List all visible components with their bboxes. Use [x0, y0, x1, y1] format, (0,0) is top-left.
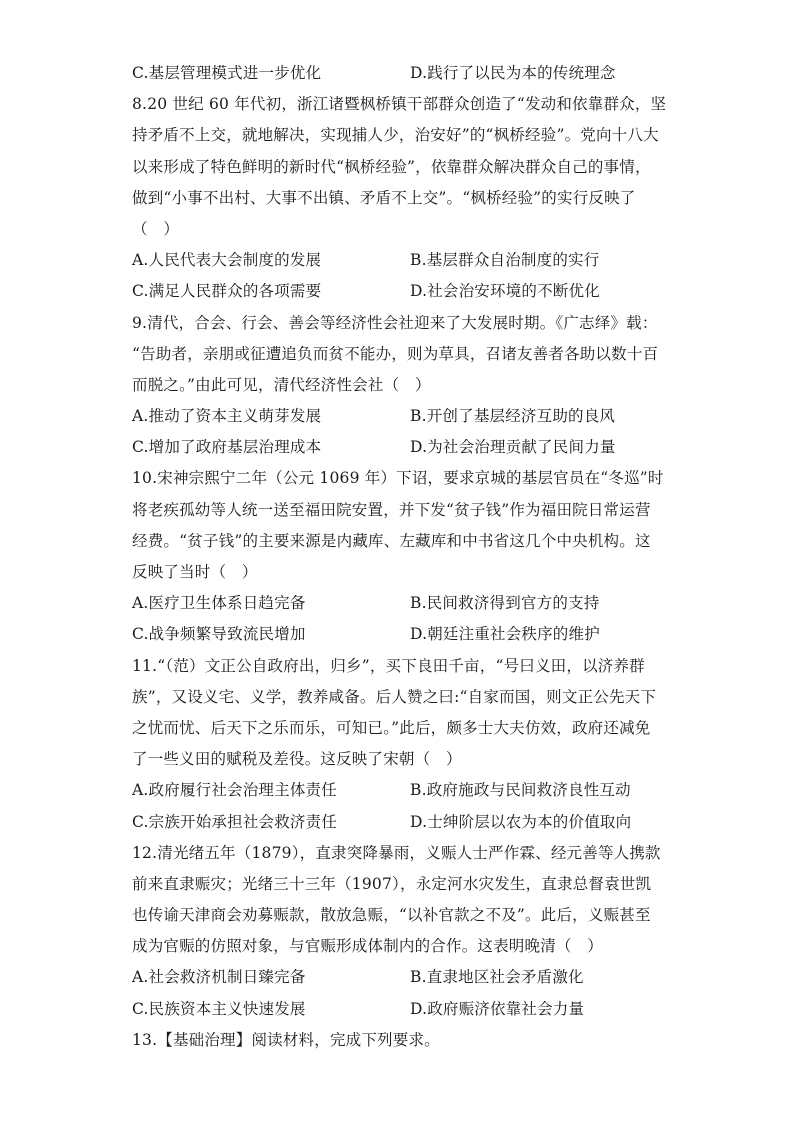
question-11-stem-line: 族”，又设义宅、义学，教养咸备。后人赞之曰:“自家而国，则文正公先天下 — [132, 687, 657, 706]
document-page — [132, 58, 672, 1056]
question-12-stem-line: 成为官赈的仿照对象，与官赈形成体制内的合作。这表明晚清（ ） — [132, 937, 604, 956]
question-9-stem-line: “告助者，亲朋或征遭追负而贫不能办，则为草具，召诸友善者各助以数十百 — [132, 344, 659, 363]
question-10 — [132, 463, 672, 650]
question-10-stem-line: 经费。“贫子钱”的主要来源是内藏库、左藏库和中书省这几个中央机构。这 — [132, 531, 651, 550]
question-10-stem-line: 将老疾孤幼等人统一送至福田院安置，并下发“贫子钱”作为福田院日常运营 — [132, 500, 651, 519]
question-10-option-d[interactable]: D.朝廷注重社会秩序的维护 — [410, 625, 600, 644]
question-10-option-a[interactable]: A.医疗卫生体系日趋完备 — [132, 594, 306, 613]
question-8-stem-line: 持矛盾不上交，就地解决，实现捕人少，治安好”的“枫桥经验”。党向十八大 — [132, 126, 659, 145]
question-9-option-c[interactable]: C.增加了政府基层治理成本 — [132, 438, 322, 457]
question-12-option-b[interactable]: B.直隶地区社会矛盾激化 — [410, 968, 584, 987]
question-10-option-c[interactable]: C.战争频繁导致流民增加 — [132, 625, 306, 644]
question-11-option-d[interactable]: D.士绅阶层以农为本的价值取向 — [410, 812, 632, 831]
question-10-options-row — [132, 619, 672, 650]
question-9-options-row — [132, 432, 672, 463]
question-11-options-row — [132, 775, 672, 806]
q7-options-row-2 — [132, 58, 672, 89]
question-9-options-row — [132, 401, 672, 432]
question-9-option-b[interactable]: B.开创了基层经济互助的良风 — [410, 407, 616, 426]
question-8-options-row — [132, 276, 672, 307]
question-10-stem-line: 10.宋神宗熙宁二年（公元 1069 年）下诏，要求京城的基层官员在“冬巡”时 — [132, 469, 664, 488]
q7-option-c[interactable]: C.基层管理模式进一步优化 — [132, 64, 322, 82]
question-8-option-b[interactable]: B.基层群众自治制度的实行 — [410, 251, 600, 270]
question-11-stem-line: 了一些义田的赋税及差役。这反映了宋朝（ ） — [132, 750, 462, 769]
question-9-stem-line: 而脱之。”由此可见，清代经济性会社（ ） — [132, 375, 431, 394]
question-12-stem-line: 12.清光绪五年（1879），直隶突降暴雨，义赈人士严作霖、经元善等人携款 — [132, 843, 661, 862]
question-12-stem-line: 前来直隶赈灾；光绪三十三年（1907），永定河水灾发生，直隶总督袁世凯 — [132, 874, 652, 893]
question-10-options-row — [132, 588, 672, 619]
question-12-option-a[interactable]: A.社会救济机制日臻完备 — [132, 968, 306, 987]
question-10-stem-line: 反映了当时（ ） — [132, 563, 258, 581]
question-12-options-row — [132, 994, 672, 1025]
question-12 — [132, 838, 672, 1025]
question-11-option-c[interactable]: C.宗族开始承担社会救济责任 — [132, 812, 338, 831]
question-8-answer-blank: （ ） — [132, 219, 180, 238]
question-12-option-c[interactable]: C.民族资本主义快速发展 — [132, 999, 306, 1018]
question-8-option-c[interactable]: C.满足人民群众的各项需要 — [132, 282, 322, 301]
question-8-stem-line: 做到“小事不出村、大事不出镇、矛盾不上交”。“枫桥经验”的实行反映了 — [132, 188, 636, 207]
question-9-option-d[interactable]: D.为社会治理贡献了民间力量 — [410, 438, 616, 457]
question-9-option-a[interactable]: A.推动了资本主义萌芽发展 — [132, 407, 322, 426]
question-11 — [132, 651, 672, 838]
question-11-stem-line: 11.“（范）文正公自政府出，归乡”，买下良田千亩，“号曰义田，以济养群 — [132, 656, 645, 675]
question-13-heading: 13.【基础治理】阅读材料，完成下列要求。 — [132, 1030, 440, 1049]
question-8 — [132, 89, 672, 307]
question-11-option-b[interactable]: B.政府施政与民间救济良性互动 — [410, 781, 631, 800]
question-9 — [132, 308, 672, 464]
question-8-options-row — [132, 245, 672, 276]
question-12-options-row — [132, 962, 672, 993]
question-11-options-row — [132, 807, 672, 838]
question-8-stem-line: 以来形成了特色鲜明的新时代“枫桥经验”，依靠群众解决群众自己的事情， — [132, 157, 651, 176]
question-12-option-d[interactable]: D.政府赈济依靠社会力量 — [410, 999, 585, 1018]
question-11-option-a[interactable]: A.政府履行社会治理主体责任 — [132, 781, 337, 800]
question-8-option-a[interactable]: A.人民代表大会制度的发展 — [132, 251, 322, 270]
question-12-stem-line: 也传谕天津商会劝募赈款，散放急赈，“以补官款之不及”。此后，义赈甚至 — [132, 906, 651, 925]
question-10-option-b[interactable]: B.民间救济得到官方的支持 — [410, 594, 600, 613]
question-11-stem-line: 之忧而忧、后天下之乐而乐，可知已。”此后，颇多士大夫仿效，政府还减免 — [132, 718, 651, 737]
question-8-stem-line: 8.20 世纪 60 年代初，浙江诸暨枫桥镇干部群众创造了“发动和依靠群众，坚 — [132, 95, 667, 114]
q7-option-d[interactable]: D.践行了以民为本的传统理念 — [410, 64, 616, 82]
question-8-option-d[interactable]: D.社会治安环境的不断优化 — [410, 282, 600, 301]
question-9-stem-line: 9.清代，合会、行会、善会等经济性会社迎来了大发展时期。《广志绎》载： — [132, 313, 658, 332]
